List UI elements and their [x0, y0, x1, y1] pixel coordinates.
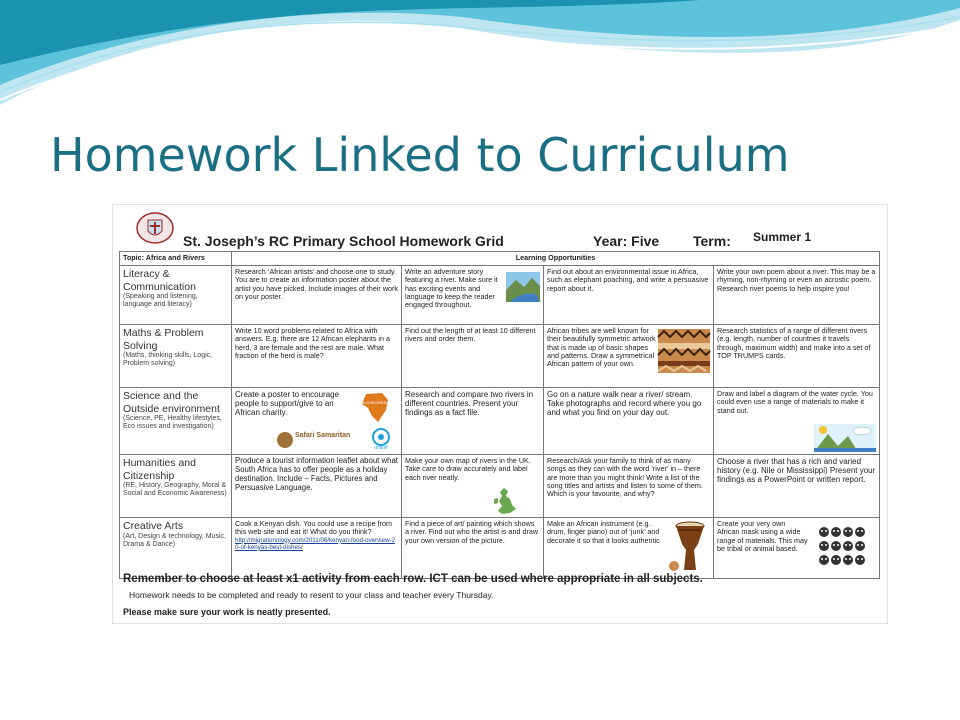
- footer-neat-work: Please make sure your work is neatly presented.: [123, 607, 331, 617]
- subject-subtitle: (RE, History, Geography, Moral & Social and Economic Awareness): [123, 482, 227, 498]
- subject-name: Maths & Problem Solving: [123, 327, 204, 352]
- activity-cell: [402, 266, 544, 325]
- unicef-logo: [368, 428, 394, 450]
- homework-grid-table: [119, 251, 880, 579]
- recipe-link[interactable]: http://migrationology.com/2011/06/kenyan-food-overview-20-of-kenyas-best-dishes/: [235, 536, 396, 551]
- activity-cell: [544, 325, 714, 388]
- homework-grid-document: [112, 204, 888, 624]
- activity-text: Cook a Kenyan dish. You could use a recipe from this web site and eat it! What do you think?: [235, 519, 393, 537]
- activity-cell-content: [547, 327, 710, 385]
- topic-value: Africa and Rivers: [145, 253, 205, 262]
- activity-cell: Research ‘African artists’ and choose one to study. You are to create an information poster about the artist you have picked. Include images of their work on your poster.: [232, 266, 402, 325]
- activity-cell: [232, 518, 402, 579]
- term-label: Term:: [693, 233, 731, 249]
- activity-cell-content: [717, 390, 876, 452]
- african-pattern-image: [658, 329, 710, 373]
- activity-cell: Find out the length of at least 10 different rivers and order them.: [402, 325, 544, 388]
- subject-cell: [120, 266, 232, 325]
- river-landscape-image: [506, 272, 540, 302]
- table-row: [120, 388, 880, 455]
- charity-logo-text: AFRICAN CHILDREN'S FUND: [347, 400, 403, 405]
- table-row: [120, 266, 880, 325]
- activity-text: Create a poster to encourage people to support/give to an African charity.: [235, 390, 340, 418]
- activity-cell: [544, 518, 714, 579]
- activity-cell: Find a piece of art/ painting which shows a river. Find out who the artist is and draw your own version of the picture.: [402, 518, 544, 579]
- activity-text: Draw and label a diagram of the water cycle. You could even use a range of materials to make it stand out.: [717, 389, 873, 415]
- activity-cell: Research statistics of a range of different rivers (e.g. length, number of countries it travels through, maximum width) and make into a set of TOP TRUMPS cards.: [714, 325, 880, 388]
- activity-text: Create your very own African mask using a wide range of materials. This may be tribal or animal based.: [717, 519, 808, 553]
- topic-label: Topic:: [123, 253, 145, 262]
- subject-cell: [120, 388, 232, 455]
- subject-name: Humanities and Citizenship: [123, 457, 196, 482]
- year-label: Year: Five: [593, 233, 660, 249]
- water-cycle-image: [814, 424, 876, 452]
- slide-title: Homework Linked to Curriculum: [50, 128, 790, 182]
- activity-cell: Research and compare two rivers in different countries. Present your findings as a fact file.: [402, 388, 544, 455]
- term-value: Summer 1: [753, 230, 812, 244]
- subject-name: Literacy & Communication: [123, 268, 196, 293]
- activity-text: Make your own map of rivers in the UK. Take care to draw accurately and label each river neatly.: [405, 456, 531, 482]
- unicef-text: unicef: [374, 445, 388, 451]
- footer-reminder: Remember to choose at least x1 activity from each row. ICT can be used where appropriate in all subjects.: [123, 573, 703, 585]
- activity-cell-content: [405, 268, 540, 322]
- activity-cell-content: [405, 457, 540, 515]
- activity-text: Make an African instrument (e.g. drum, finger piano) out of ‘junk’ and decorate it so that it looks authentic: [547, 519, 660, 545]
- african-masks-image: [818, 526, 874, 566]
- learning-opportunities-header: Learning Opportunities: [232, 252, 880, 266]
- activity-cell-content: [717, 520, 876, 576]
- activity-text: African tribes are well known for their beautifully symmetric artwork that is made up of basic shapes and patterns. Draw a symmetrical African pattern of your own.: [547, 326, 656, 369]
- activity-cell: Find out about an environmental issue in Africa, such as elephant poaching, and write a persuasive report about it.: [544, 266, 714, 325]
- activity-text: Write an adventure story featuring a river. Make sure it has exciting events and language to keep the reader engaged throughout.: [405, 267, 498, 310]
- school-crest-icon: [135, 211, 175, 245]
- subject-subtitle: (Maths, thinking skills, Logic, Problem solving): [123, 352, 213, 368]
- activity-cell: Research/Ask your family to think of as many songs as they can with the word ‘river’ in – there are more than you might think! Write a list of the song titles and artists and listen to some of them. Which is your favourite, and why?: [544, 455, 714, 518]
- activity-cell: Write 10 word problems related to Africa with answers. E.g. there are 12 African elephants in a herd, 3 are female and the rest are male. What fraction of the herd is male?: [232, 325, 402, 388]
- topic-cell: [120, 252, 232, 266]
- subject-name: Science and the Outside environment: [123, 390, 220, 415]
- subject-cell: [120, 325, 232, 388]
- header-wave-decoration: [0, 0, 960, 120]
- topic-header-row: [120, 252, 880, 266]
- table-row: [120, 518, 880, 579]
- activity-cell: Write your own poem about a river. This may be a rhyming, non-rhyming or even an acrostic poem. Research river poems to help inspire you!: [714, 266, 880, 325]
- table-row: [120, 325, 880, 388]
- activity-cell-content: [547, 520, 710, 576]
- subject-subtitle: (Speaking and listening, language and literacy): [123, 293, 198, 309]
- activity-cell: [714, 388, 880, 455]
- activity-cell: [232, 388, 402, 455]
- footer-deadline: Homework needs to be completed and ready to resent to your class and teacher every Thursday.: [129, 590, 494, 600]
- safari-samaritan-logo: [275, 428, 351, 450]
- uk-map-image: [492, 487, 518, 515]
- african-charity-logo: [347, 392, 403, 424]
- subject-cell: [120, 455, 232, 518]
- activity-cell: Go on a nature walk near a river/ stream. Take photographs and record where you go and what you find on your day out.: [544, 388, 714, 455]
- school-title: St. Joseph’s RC Primary School Homework Grid: [183, 233, 504, 249]
- african-drum-image: [668, 520, 708, 574]
- subject-cell: [120, 518, 232, 579]
- activity-cell: Choose a river that has a rich and varied history (e.g. Nile or Mississippi) Present your findings as a PowerPoint or written report.: [714, 455, 880, 518]
- table-row: [120, 455, 880, 518]
- activity-cell: Produce a tourist information leaflet about what South Africa has to offer people as a holiday destination. Include – Facts, Pictures and Persuasive Language.: [232, 455, 402, 518]
- activity-cell: [402, 455, 544, 518]
- subject-name: Creative Arts: [123, 520, 184, 532]
- activity-cell-content: [235, 390, 403, 452]
- subject-subtitle: (Art, Design & technology, Music, Drama & Dance): [123, 532, 226, 548]
- safari-logo-text: Safari Samaritan: [295, 432, 351, 439]
- subject-subtitle: (Science, PE, Healthy lifestyles, Eco issues and investigation): [123, 415, 222, 431]
- activity-cell: [714, 518, 880, 579]
